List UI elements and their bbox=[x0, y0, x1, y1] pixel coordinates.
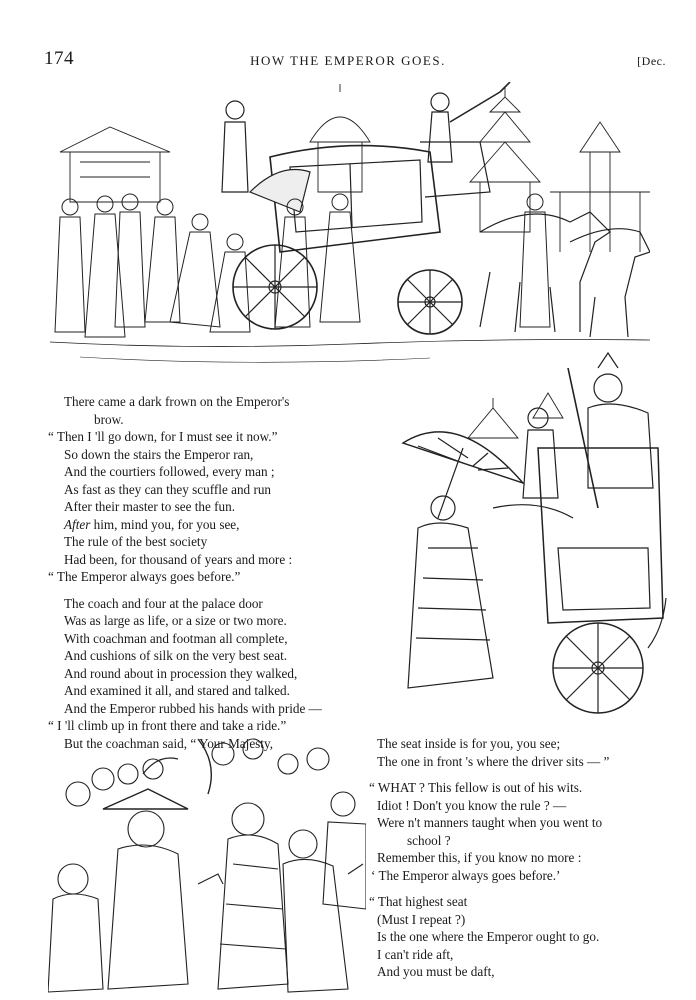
verse-line: There came a dark frown on the Emperor's bbox=[64, 394, 290, 409]
verse-line: The rule of the best society bbox=[64, 534, 208, 549]
coach-illustration bbox=[50, 82, 650, 378]
verse-column-right bbox=[369, 735, 689, 981]
verse-line: Was as large as life, or a size or two more. bbox=[64, 613, 287, 628]
verse-line-rest: him, mind you, for you see, bbox=[90, 516, 240, 532]
verse-line: The seat inside is for you, you see; bbox=[377, 736, 561, 751]
verse-line: “ I 'll climb up in front there and take a ride.” bbox=[48, 718, 287, 733]
verse-line: And cushions of silk on the very best seat. bbox=[64, 648, 288, 663]
verse-column-left bbox=[48, 393, 396, 752]
verse-line: And the Emperor rubbed his hands with pride — bbox=[64, 700, 322, 716]
crowd-illustration bbox=[48, 734, 366, 994]
verse-line: Were n't manners taught when you went to bbox=[377, 815, 603, 830]
verse-line-emphasis bbox=[56, 516, 396, 534]
verse-line: And you must be daft, bbox=[377, 964, 495, 979]
verse-line: school ? bbox=[407, 832, 451, 848]
verse-line: Is the one where the Emperor ought to go. bbox=[377, 929, 600, 944]
verse-line: As fast as they can they scuffle and run bbox=[64, 481, 272, 497]
running-title: HOW THE EMPEROR GOES. bbox=[250, 53, 446, 68]
verse-line: But the coachman said, “ Your Majesty, bbox=[64, 735, 274, 751]
parasol-courtier-illustration bbox=[398, 348, 670, 732]
verse-line: (Must I repeat ?) bbox=[377, 911, 466, 927]
month-marker: [Dec. bbox=[637, 54, 666, 68]
italic-word: After bbox=[64, 516, 91, 532]
verse-line: Remember this, if you know no more : bbox=[377, 850, 582, 865]
verse-line: The one in front 's where the driver sits — ” bbox=[377, 753, 610, 769]
verse-line: And the courtiers followed, every man ; bbox=[64, 464, 275, 479]
page-number: 174 bbox=[44, 48, 74, 69]
verse-line: After their master to see the fun. bbox=[64, 499, 236, 514]
verse-line: “ WHAT ? This fellow is out of his wits. bbox=[369, 780, 583, 795]
verse-line: “ That highest seat bbox=[369, 894, 468, 909]
verse-line: And round about in procession they walked, bbox=[64, 665, 298, 681]
verse-line: So down the stairs the Emperor ran, bbox=[64, 446, 254, 462]
verse-line: brow. bbox=[94, 411, 124, 427]
verse-line: “ Then I 'll go down, for I must see it now.” bbox=[48, 429, 278, 444]
verse-line: “ The Emperor always goes before.” bbox=[48, 569, 241, 584]
verse-line: The coach and four at the palace door bbox=[64, 595, 263, 611]
verse-line: Had been, for thousand of years and more : bbox=[64, 551, 293, 567]
verse-line: I can't ride aft, bbox=[377, 946, 454, 962]
verse-line: Idiot ! Don't you know the rule ? — bbox=[377, 797, 567, 813]
verse-line: ‘ The Emperor always goes before.’ bbox=[371, 867, 561, 883]
verse-line: With coachman and footman all complete, bbox=[64, 630, 288, 646]
verse-line: And examined it all, and stared and talked. bbox=[64, 683, 290, 698]
